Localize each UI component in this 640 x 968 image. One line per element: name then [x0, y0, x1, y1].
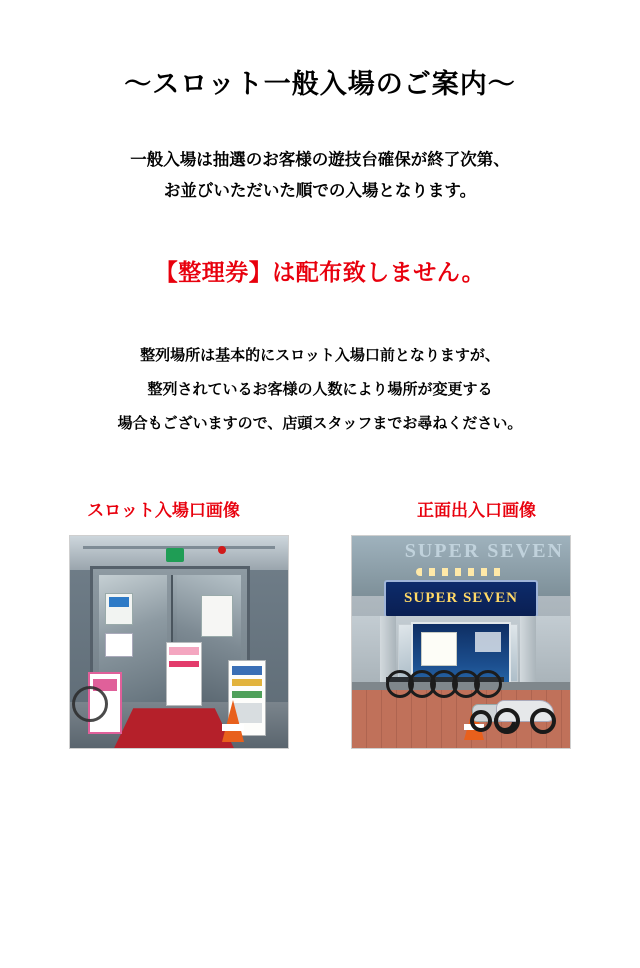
door-poster-c	[201, 595, 233, 637]
red-entrance-mat	[114, 708, 234, 748]
photo-caption-front-entrance: 正面出入口画像	[417, 501, 536, 521]
detail-line-1: 整列場所は基本的にスロット入場口前となりますが、	[140, 347, 500, 365]
standee-band-mid	[169, 661, 199, 667]
slot-entrance-photo	[69, 535, 289, 749]
scooter-front	[490, 688, 560, 734]
info-row-3	[232, 691, 262, 698]
exit-sign-icon	[166, 548, 184, 562]
detail-line-2: 整列されているお客様の人数により場所が変更する	[147, 380, 493, 398]
intro-line-2: お並びいただいた順での入場となります。	[163, 181, 477, 200]
notice-text: 【整理券】は配布致しません。	[154, 259, 486, 286]
info-row-1	[232, 666, 262, 675]
page-title: ～スロット一般入場のご案内～	[124, 69, 516, 99]
door-poster-a	[105, 593, 133, 625]
doorway-glass-reflection	[475, 632, 501, 652]
pillar-right	[520, 616, 536, 690]
intro-line-1: 一般入場は抽選のお客様の遊技台確保が終了次第、	[130, 151, 510, 169]
front-entrance-photo	[351, 535, 571, 749]
building-name-text: SUPER SEVEN	[404, 540, 564, 563]
traffic-cone-icon	[222, 700, 244, 742]
info-row-2	[232, 679, 262, 686]
standee-sign	[166, 642, 202, 706]
marquee-lamps	[416, 568, 506, 576]
scooter-wheel-rear	[530, 708, 556, 734]
doorway-poster	[421, 632, 457, 666]
photos-row	[0, 535, 640, 749]
photo-caption-slot-entrance: スロット入場口画像	[87, 501, 240, 521]
poster-page	[0, 62, 640, 968]
store-sign-text: SUPER SEVEN	[404, 590, 518, 607]
photo-captions-row	[0, 496, 640, 521]
intro-text	[0, 145, 640, 206]
standee-band-top	[169, 647, 199, 655]
detail-line-3: 場合もございますので、店頭スタッフまでお尋ねください。	[117, 414, 523, 432]
store-signboard	[384, 580, 538, 618]
parked-bicycles	[386, 664, 506, 698]
scooter-wheel-front	[470, 710, 492, 732]
scooter-wheel-front	[494, 708, 520, 734]
detail-text	[0, 339, 640, 440]
door-poster-b	[105, 633, 133, 657]
